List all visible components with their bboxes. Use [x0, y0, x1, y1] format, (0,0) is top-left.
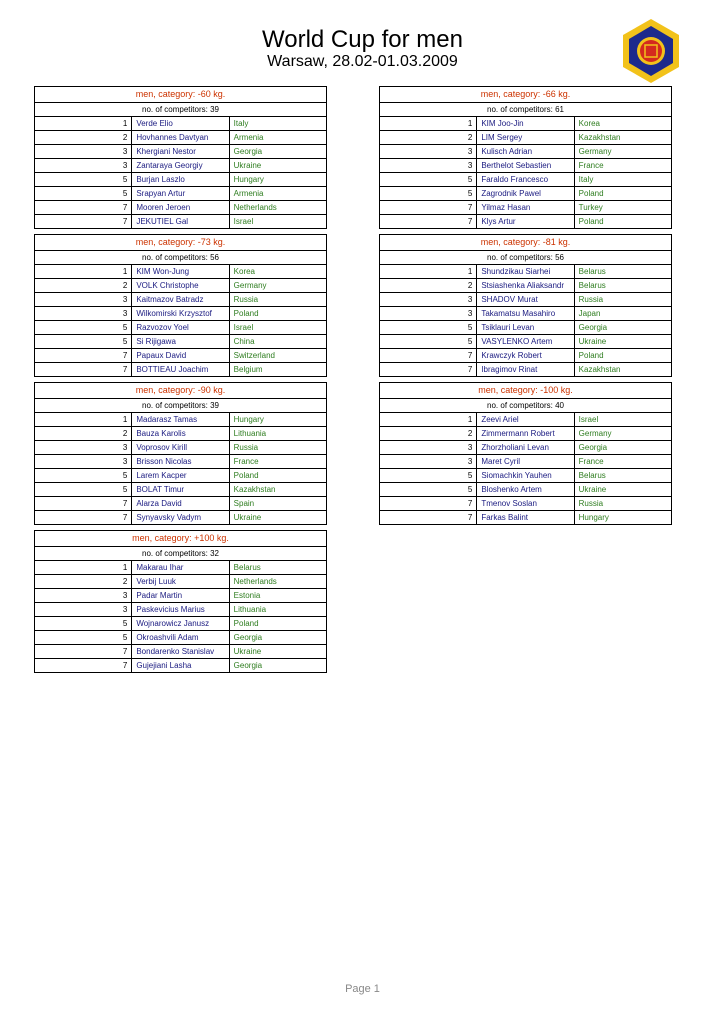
table-row	[380, 469, 672, 483]
table-row	[35, 617, 327, 631]
table-row	[35, 159, 327, 173]
rank-cell: 5	[380, 469, 477, 483]
table-row	[35, 187, 327, 201]
athlete-name-cell: Tmenov Soslan	[477, 497, 574, 511]
table-row	[35, 201, 327, 215]
rank-cell: 5	[35, 483, 132, 497]
rank-cell: 2	[380, 427, 477, 441]
athlete-name-cell: KIM Joo-Jin	[477, 117, 574, 131]
table-row	[35, 441, 327, 455]
nation-cell: Belarus	[574, 469, 671, 483]
table-row	[35, 645, 327, 659]
rank-cell: 5	[35, 469, 132, 483]
athlete-name-cell: Zeevi Ariel	[477, 413, 574, 427]
competitor-count: no. of competitors: 56	[35, 251, 327, 265]
nation-cell: Poland	[229, 307, 326, 321]
table-row	[35, 117, 327, 131]
rank-cell: 1	[35, 117, 132, 131]
athlete-name-cell: Okroashvili Adam	[132, 631, 229, 645]
athlete-name-cell: Synyavsky Vadym	[132, 511, 229, 525]
nation-cell: Israel	[229, 215, 326, 229]
rank-cell: 7	[35, 349, 132, 363]
athlete-name-cell: SHADOV Murat	[477, 293, 574, 307]
nation-cell: Ukraine	[229, 645, 326, 659]
rank-cell: 5	[35, 321, 132, 335]
nation-cell: Poland	[229, 617, 326, 631]
rank-cell: 2	[35, 131, 132, 145]
rank-cell: 3	[35, 603, 132, 617]
rank-cell: 2	[35, 575, 132, 589]
nation-cell: Russia	[574, 497, 671, 511]
table-row	[380, 455, 672, 469]
nation-cell: Hungary	[229, 413, 326, 427]
table-row	[35, 469, 327, 483]
athlete-name-cell: Bondarenko Stanislav	[132, 645, 229, 659]
federation-logo-icon	[618, 18, 684, 84]
athlete-name-cell: Wojnarowicz Janusz	[132, 617, 229, 631]
nation-cell: Germany	[574, 145, 671, 159]
nation-cell: Netherlands	[229, 575, 326, 589]
nation-cell: Ukraine	[574, 335, 671, 349]
table-row	[380, 293, 672, 307]
table-row	[35, 561, 327, 575]
rank-cell: 3	[380, 159, 477, 173]
rank-cell: 1	[35, 561, 132, 575]
rank-cell: 7	[380, 215, 477, 229]
table-row	[380, 511, 672, 525]
athlete-name-cell: Bloshenko Artem	[477, 483, 574, 497]
nation-cell: France	[229, 455, 326, 469]
rank-cell: 1	[35, 413, 132, 427]
nation-cell: Poland	[229, 469, 326, 483]
nation-cell: Belarus	[229, 561, 326, 575]
rank-cell: 7	[35, 201, 132, 215]
nation-cell: Ukraine	[574, 483, 671, 497]
rank-cell: 3	[380, 455, 477, 469]
rank-cell: 7	[35, 363, 132, 377]
category-table	[34, 530, 327, 673]
rank-cell: 5	[35, 631, 132, 645]
athlete-name-cell: Khergiani Nestor	[132, 145, 229, 159]
category-table	[34, 86, 327, 229]
athlete-name-cell: Kaitmazov Batradz	[132, 293, 229, 307]
athlete-name-cell: Papaux David	[132, 349, 229, 363]
table-row	[35, 293, 327, 307]
rank-cell: 2	[35, 279, 132, 293]
rank-cell: 3	[35, 441, 132, 455]
athlete-name-cell: Zantaraya Georgiy	[132, 159, 229, 173]
nation-cell: Spain	[229, 497, 326, 511]
athlete-name-cell: Shundzikau Siarhei	[477, 265, 574, 279]
table-row	[35, 589, 327, 603]
athlete-name-cell: LIM Sergey	[477, 131, 574, 145]
nation-cell: Russia	[229, 293, 326, 307]
competitor-count: no. of competitors: 56	[380, 251, 672, 265]
nation-cell: Georgia	[229, 659, 326, 673]
athlete-name-cell: Verde Elio	[132, 117, 229, 131]
rank-cell: 7	[35, 215, 132, 229]
rank-cell: 7	[35, 645, 132, 659]
rank-cell: 3	[35, 293, 132, 307]
table-row	[35, 173, 327, 187]
athlete-name-cell: Yilmaz Hasan	[477, 201, 574, 215]
nation-cell: Korea	[574, 117, 671, 131]
table-row	[380, 441, 672, 455]
nation-cell: Armenia	[229, 187, 326, 201]
athlete-name-cell: KIM Won-Jung	[132, 265, 229, 279]
table-row	[35, 511, 327, 525]
athlete-name-cell: Madarasz Tamas	[132, 413, 229, 427]
athlete-name-cell: Alarza David	[132, 497, 229, 511]
athlete-name-cell: Larem Kacper	[132, 469, 229, 483]
competitor-count: no. of competitors: 40	[380, 399, 672, 413]
athlete-name-cell: Srapyan Artur	[132, 187, 229, 201]
competitor-count: no. of competitors: 39	[35, 399, 327, 413]
table-row	[380, 483, 672, 497]
rank-cell: 5	[380, 483, 477, 497]
table-row	[35, 145, 327, 159]
table-row	[35, 575, 327, 589]
rank-cell: 5	[35, 617, 132, 631]
table-row	[380, 307, 672, 321]
table-row	[35, 483, 327, 497]
athlete-name-cell: Kulisch Adrian	[477, 145, 574, 159]
category-table	[379, 86, 672, 229]
page-title: World Cup for men	[262, 26, 463, 53]
table-row	[380, 145, 672, 159]
nation-cell: Georgia	[574, 321, 671, 335]
athlete-name-cell: Padar Martin	[132, 589, 229, 603]
rank-cell: 7	[35, 497, 132, 511]
athlete-name-cell: Farkas Balint	[477, 511, 574, 525]
table-row	[35, 497, 327, 511]
rank-cell: 7	[380, 497, 477, 511]
table-row	[380, 187, 672, 201]
nation-cell: Belgium	[229, 363, 326, 377]
rank-cell: 5	[380, 173, 477, 187]
rank-cell: 3	[35, 145, 132, 159]
rank-cell: 5	[35, 335, 132, 349]
athlete-name-cell: Klys Artur	[477, 215, 574, 229]
nation-cell: Georgia	[229, 631, 326, 645]
page-number: Page 1	[345, 983, 380, 995]
nation-cell: Belarus	[574, 279, 671, 293]
nation-cell: Estonia	[229, 589, 326, 603]
nation-cell: Georgia	[574, 441, 671, 455]
athlete-name-cell: Takamatsu Masahiro	[477, 307, 574, 321]
athlete-name-cell: Maret Cyril	[477, 455, 574, 469]
athlete-name-cell: JEKUTIEL Gal	[132, 215, 229, 229]
athlete-name-cell: Razvozov Yoel	[132, 321, 229, 335]
nation-cell: Israel	[574, 413, 671, 427]
athlete-name-cell: Berthelot Sebastien	[477, 159, 574, 173]
table-row	[380, 335, 672, 349]
rank-cell: 3	[380, 307, 477, 321]
nation-cell: Poland	[574, 187, 671, 201]
rank-cell: 5	[380, 335, 477, 349]
competitor-count: no. of competitors: 32	[35, 547, 327, 561]
table-row	[380, 173, 672, 187]
table-row	[35, 265, 327, 279]
table-row	[380, 265, 672, 279]
table-row	[35, 131, 327, 145]
category-title: men, category: -66 kg.	[380, 87, 672, 103]
table-row	[380, 215, 672, 229]
nation-cell: Kazakhstan	[574, 363, 671, 377]
rank-cell: 1	[35, 265, 132, 279]
nation-cell: Lithuania	[229, 603, 326, 617]
table-row	[35, 427, 327, 441]
table-row	[35, 335, 327, 349]
rank-cell: 1	[380, 413, 477, 427]
rank-cell: 5	[380, 321, 477, 335]
rank-cell: 2	[380, 131, 477, 145]
table-row	[35, 631, 327, 645]
category-title: men, category: +100 kg.	[35, 531, 327, 547]
rank-cell: 5	[35, 173, 132, 187]
nation-cell: Ukraine	[229, 159, 326, 173]
athlete-name-cell: Siomachkin Yauhen	[477, 469, 574, 483]
nation-cell: Kazakhstan	[229, 483, 326, 497]
category-table	[379, 382, 672, 525]
athlete-name-cell: Brisson Nicolas	[132, 455, 229, 469]
rank-cell: 7	[35, 659, 132, 673]
page-subtitle: Warsaw, 28.02-01.03.2009	[267, 53, 458, 70]
nation-cell: Netherlands	[229, 201, 326, 215]
table-row	[35, 659, 327, 673]
rank-cell: 2	[35, 427, 132, 441]
table-row	[35, 321, 327, 335]
table-row	[380, 349, 672, 363]
rank-cell: 1	[380, 265, 477, 279]
category-title: men, category: -60 kg.	[35, 87, 327, 103]
athlete-name-cell: BOTTIEAU Joachim	[132, 363, 229, 377]
rank-cell: 7	[380, 511, 477, 525]
nation-cell: Armenia	[229, 131, 326, 145]
athlete-name-cell: Zimmermann Robert	[477, 427, 574, 441]
rank-cell: 3	[380, 441, 477, 455]
table-row	[380, 363, 672, 377]
rank-cell: 1	[380, 117, 477, 131]
table-row	[380, 497, 672, 511]
athlete-name-cell: VASYLENKO Artem	[477, 335, 574, 349]
athlete-name-cell: Makarau Ihar	[132, 561, 229, 575]
competitor-count: no. of competitors: 39	[35, 103, 327, 117]
nation-cell: China	[229, 335, 326, 349]
category-title: men, category: -81 kg.	[380, 235, 672, 251]
nation-cell: Italy	[229, 117, 326, 131]
athlete-name-cell: Zagrodnik Pawel	[477, 187, 574, 201]
nation-cell: Georgia	[229, 145, 326, 159]
athlete-name-cell: Voprosov Kirill	[132, 441, 229, 455]
nation-cell: France	[574, 159, 671, 173]
nation-cell: Switzerland	[229, 349, 326, 363]
rank-cell: 7	[380, 363, 477, 377]
rank-cell: 3	[380, 145, 477, 159]
rank-cell: 3	[35, 455, 132, 469]
nation-cell: Italy	[574, 173, 671, 187]
rank-cell: 7	[380, 201, 477, 215]
nation-cell: Russia	[229, 441, 326, 455]
table-row	[35, 413, 327, 427]
athlete-name-cell: Ibragimov Rinat	[477, 363, 574, 377]
athlete-name-cell: Bauza Karolis	[132, 427, 229, 441]
rank-cell: 2	[380, 279, 477, 293]
table-row	[380, 279, 672, 293]
table-row	[35, 363, 327, 377]
nation-cell: Kazakhstan	[574, 131, 671, 145]
nation-cell: Poland	[574, 349, 671, 363]
rank-cell: 7	[35, 511, 132, 525]
table-row	[35, 307, 327, 321]
rank-cell: 3	[35, 159, 132, 173]
athlete-name-cell: Tsiklauri Levan	[477, 321, 574, 335]
table-row	[380, 159, 672, 173]
category-title: men, category: -90 kg.	[35, 383, 327, 399]
table-row	[380, 321, 672, 335]
athlete-name-cell: Burjan Laszlo	[132, 173, 229, 187]
nation-cell: Germany	[229, 279, 326, 293]
athlete-name-cell: Hovhannes Davtyan	[132, 131, 229, 145]
athlete-name-cell: VOLK Christophe	[132, 279, 229, 293]
athlete-name-cell: BOLAT Timur	[132, 483, 229, 497]
nation-cell: Israel	[229, 321, 326, 335]
athlete-name-cell: Wilkomirski Krzysztof	[132, 307, 229, 321]
nation-cell: Belarus	[574, 265, 671, 279]
rank-cell: 3	[380, 293, 477, 307]
table-row	[35, 349, 327, 363]
rank-cell: 7	[380, 349, 477, 363]
category-table	[379, 234, 672, 377]
table-row	[35, 279, 327, 293]
nation-cell: Ukraine	[229, 511, 326, 525]
athlete-name-cell: Faraldo Francesco	[477, 173, 574, 187]
table-row	[35, 455, 327, 469]
nation-cell: Germany	[574, 427, 671, 441]
table-row	[380, 201, 672, 215]
rank-cell: 3	[35, 589, 132, 603]
nation-cell: Korea	[229, 265, 326, 279]
nation-cell: Lithuania	[229, 427, 326, 441]
nation-cell: Poland	[574, 215, 671, 229]
table-row	[380, 131, 672, 145]
rank-cell: 5	[380, 187, 477, 201]
table-row	[35, 215, 327, 229]
rank-cell: 3	[35, 307, 132, 321]
nation-cell: France	[574, 455, 671, 469]
athlete-name-cell: Stsiashenka Aliaksandr	[477, 279, 574, 293]
nation-cell: Japan	[574, 307, 671, 321]
category-table	[34, 382, 327, 525]
competitor-count: no. of competitors: 61	[380, 103, 672, 117]
table-row	[380, 413, 672, 427]
table-row	[35, 603, 327, 617]
nation-cell: Turkey	[574, 201, 671, 215]
athlete-name-cell: Paskevicius Marius	[132, 603, 229, 617]
category-title: men, category: -73 kg.	[35, 235, 327, 251]
nation-cell: Russia	[574, 293, 671, 307]
table-row	[380, 117, 672, 131]
rank-cell: 5	[35, 187, 132, 201]
athlete-name-cell: Zhorzholiani Levan	[477, 441, 574, 455]
athlete-name-cell: Krawczyk Robert	[477, 349, 574, 363]
table-row	[380, 427, 672, 441]
nation-cell: Hungary	[229, 173, 326, 187]
category-table	[34, 234, 327, 377]
category-title: men, category: -100 kg.	[380, 383, 672, 399]
athlete-name-cell: Mooren Jeroen	[132, 201, 229, 215]
athlete-name-cell: Verbij Luuk	[132, 575, 229, 589]
athlete-name-cell: Gujejiani Lasha	[132, 659, 229, 673]
nation-cell: Hungary	[574, 511, 671, 525]
athlete-name-cell: Si Rijigawa	[132, 335, 229, 349]
